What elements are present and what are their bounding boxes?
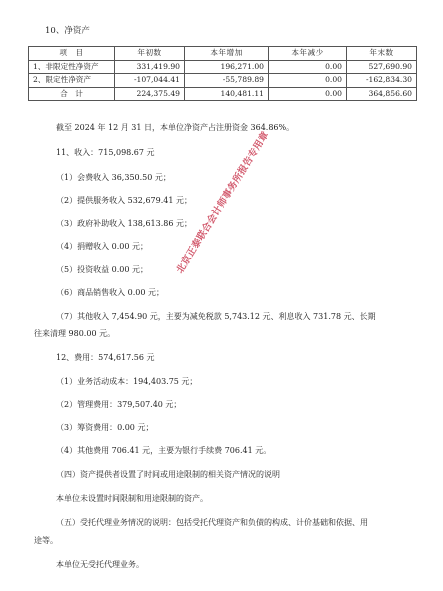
- cell-decrease: 0.00: [269, 60, 347, 74]
- net-asset-note: 截至 2024 年 12 月 31 日，本单位净资产占注册资金 364.86%。: [56, 123, 295, 132]
- cell-increase: 140,481.11: [185, 87, 269, 101]
- cell-end: 364,856.60: [347, 87, 417, 101]
- cell-end: 527,690.90: [347, 60, 417, 74]
- cell-begin: -107,044.41: [115, 74, 185, 88]
- cell-begin: 224,375.49: [115, 87, 185, 101]
- entrusted-body: 本单位无受托代理业务。: [56, 560, 144, 569]
- header-begin: 年初数: [115, 47, 185, 61]
- row-label: 2、限定性净资产: [29, 74, 115, 88]
- table-row: [29, 74, 417, 88]
- cell-decrease: 0.00: [269, 74, 347, 88]
- cell-begin: 331,419.90: [115, 60, 185, 74]
- income-item: （2）提供服务收入 532,679.41 元；: [56, 196, 192, 205]
- other-income-line1: （7）其他收入 7,454.90 元，主要为减免税款 5,743.12 元、利息收入 731.78 元、长期: [56, 312, 376, 321]
- entrusted-heading-line2: 途等。: [34, 536, 58, 545]
- income-item: （1）会费收入 36,350.50 元；: [56, 173, 171, 182]
- section-title: 10、净资产: [45, 26, 90, 36]
- row-label: 合 计: [29, 87, 115, 101]
- header-end: 年末数: [347, 47, 417, 61]
- restricted-heading: （四）资产提供者设置了时间或用途限制的相关资产情况的说明: [56, 470, 280, 479]
- header-item: 项 目: [29, 47, 115, 61]
- table-header-row: [29, 47, 417, 61]
- cell-decrease: 0.00: [269, 87, 347, 101]
- cell-end: -162,834.30: [347, 74, 417, 88]
- row-label: 1、非限定性净资产: [29, 60, 115, 74]
- cell-increase: -55,789.89: [185, 74, 269, 88]
- cell-increase: 196,271.00: [185, 60, 269, 74]
- expense-item: （2）管理费用：379,507.40 元；: [56, 400, 182, 409]
- seal-stamp: 北京正泰联合会计师事务所报告专用章: [174, 129, 272, 276]
- table-total-row: [29, 87, 417, 101]
- table-row: [29, 60, 417, 74]
- header-decrease: 本年减少: [269, 47, 347, 61]
- entrusted-heading-line1: （五）受托代理业务情况的说明：包括受托代理资产和负债的构成、计价基础和依据、用: [56, 518, 368, 527]
- income-item: （6）商品销售收入 0.00 元；: [56, 288, 164, 297]
- restricted-body: 本单位未设置时间限制和用途限制的资产。: [56, 494, 208, 503]
- income-title: 11、收入：715,098.67 元: [56, 148, 155, 157]
- header-increase: 本年增加: [185, 47, 269, 61]
- net-assets-table: [28, 46, 417, 101]
- expense-item: （1）业务活动成本：194,403.75 元；: [56, 377, 198, 386]
- income-item: （4）捐赠收入 0.00 元；: [56, 242, 148, 251]
- expense-item: （3）筹资费用：0.00 元；: [56, 423, 154, 432]
- other-income-line2: 往来清理 980.00 元。: [34, 329, 116, 338]
- expense-item: （4）其他费用 706.41 元，主要为银行手续费 706.41 元。: [56, 446, 272, 455]
- income-item: （3）政府补助收入 138,613.86 元；: [56, 219, 192, 228]
- expense-title: 12、费用：574,617.56 元: [56, 353, 155, 362]
- income-item: （5）投资收益 0.00 元；: [56, 265, 148, 274]
